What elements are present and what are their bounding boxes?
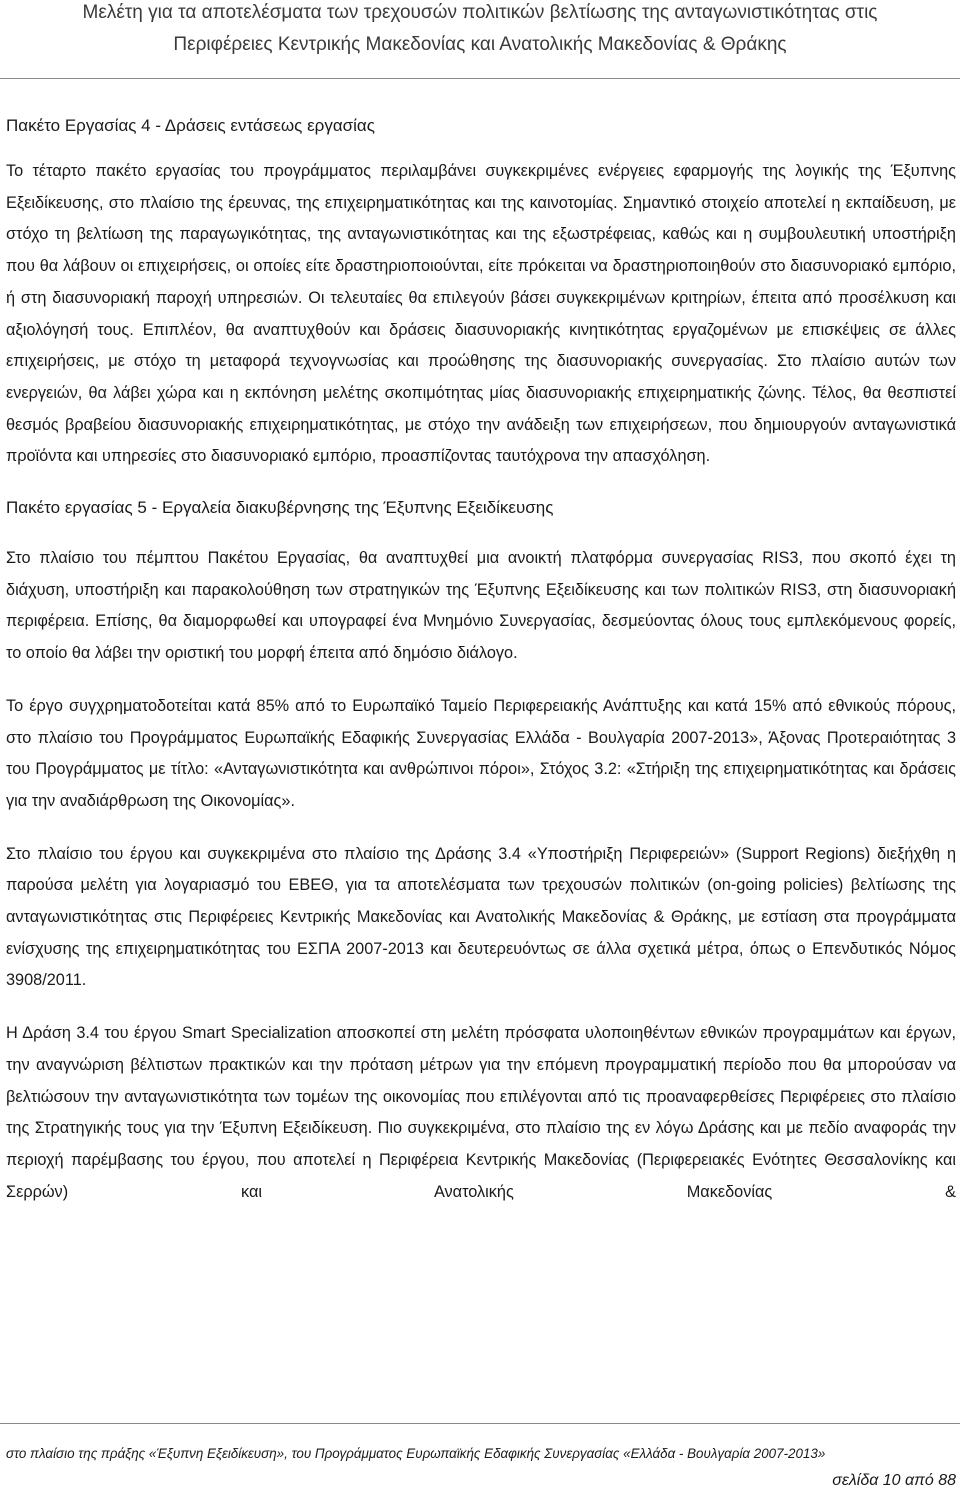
page-header bbox=[0, 0, 960, 61]
page-number: σελίδα 10 από 88 bbox=[832, 1472, 956, 1489]
work-package-5-paragraph: Στο πλαίσιο του πέμπτου Πακέτου Εργασίας, θα αναπτυχθεί μια ανοικτή πλατφόρμα συνεργασίας RIS3, που σκοπό έχει τη διάχυση, υποστήριξη και παρακολούθηση των στρατηγικών της Έξυπνης Εξειδίκευσης και των πολιτικών RIS3, στη διασυνοριακή περιφέρεια. Επίσης, θα διαμορφωθεί και υπογραφεί ένα Μνημόνιο Συνεργασίας, δεσμεύοντας όλους τους εμπλεκόμενους φορείς, το οποίο θα λάβει την οριστική του μορφή έπειτα από δημόσιο διάλογο. bbox=[6, 549, 956, 663]
study-paragraph: Στο πλαίσιο του έργου και συγκεκριμένα στο πλαίσιο της Δράσης 3.4 «Υποστήριξη Περιφερειών» (Support Regions) διεξήχθη η παρούσα μελέτη για λογαριασμό του ΕΒΕΘ, για τα αποτελέσματα των τρεχουσών πολιτικών (on-going policies) βελτίωσης της ανταγωνιστικότητας στις Περιφέρειες Κεντρικής Μακεδονίας και Ανατολικής Μακεδονίας & Θράκης, με εστίαση στα προγράμματα ενίσχυσης της επιχειρηματικότητας του ΕΣΠΑ 2007-2013 και δευτερευόντως σε άλλα σχετικά μέτρα, όπως ο Επενδυτικός Νόμος 3908/2011. bbox=[6, 844, 956, 990]
header-title-line-2: Περιφέρειες Κεντρικής Μακεδονίας και Ανατολικής Μακεδονίας & Θράκης bbox=[173, 34, 787, 55]
action-paragraph: Η Δράση 3.4 του έργου Smart Specialization αποσκοπεί στη μελέτη πρόσφατα υλοποιηθέντων εθνικών προγραμμάτων και έργων, την αναγνώριση βέλτιστων πρακτικών και την πρόταση μέτρων για την επόμενη προγραμματική περίοδο που θα μπορούσαν να βελτιώσουν την ανταγωνιστικότητα των τομέων της οικονομίας που επιλέγονται από τις προαναφερθείσες Περιφέρειες στο πλαίσιο της Στρατηγικής τους για την Έξυπνη Εξειδίκευση. Πιο συγκεκριμένα, στο πλαίσιο της εν λόγω Δράσης και με πεδίο αναφοράς την περιοχή παρέμβασης του έργου, που αποτελεί η Περιφέρεια Κεντρικής Μακεδονίας (Περιφερειακές Ενότητες Θεσσαλονίκης και Σερρών) και Ανατολικής Μακεδονίας & bbox=[6, 1024, 956, 1201]
header-divider bbox=[0, 78, 960, 79]
work-package-5-heading: Πακέτο εργασίας 5 - Εργαλεία διακυβέρνησης της Έξυπνης Εξειδίκευσης bbox=[6, 498, 554, 518]
work-package-4-paragraph: Το τέταρτο πακέτο εργασίας του προγράμματος περιλαμβάνει συγκεκριμένες ενέργειες εφαρμογής της λογικής της Έξυπνης Εξειδίκευσης, στο πλαίσιο της έρευνας, της επιχειρηματικότητας και της καινοτομίας. Σημαντικό στοιχείο αποτελεί η εκπαίδευση, με στόχο τη βελτίωση της παραγωγικότητας, της ανταγωνιστικότητας και της εξωστρέφειας, καθώς και η συμβουλευτική υποστήριξη που θα λάβουν οι επιχειρήσεις, οι οποίες είτε δραστηριοποιούνται, είτε πρόκειται να δραστηριοποιηθούν στο διασυνοριακό εμπόριο, ή στη διασυνοριακή παροχή υπηρεσιών. Οι τελευταίες θα επιλεγούν βάσει συγκεκριμένων κριτηρίων, έπειτα από προσέλκυση και αξιολόγησή τους. Επιπλέον, θα αναπτυχθούν και δράσεις διασυνοριακής κινητικότητας εργαζομένων με επισκέψεις σε άλλες επιχειρήσεις, με στόχο τη μεταφορά τεχνογνωσίας και προώθησης της διασυνοριακής συνεργασίας. Στο πλαίσιο αυτών των ενεργειών, θα λάβει χώρα και η εκπόνηση μελέτης σκοπιμότητας μίας διασυνοριακής επιχειρηματικής ζώνης. Τέλος, θα θεσπιστεί θεσμός βραβείου διασυνοριακής επιχειρηματικότητας, με στόχο την ανάδειξη των επιχειρήσεων, που δημιουργούν ανταγωνιστικά προϊόντα και υπηρεσίες στο διασυνοριακό εμπόριο, προασπίζοντας ταυτόχρονα την απασχόληση. bbox=[6, 162, 956, 466]
header-title-line-1: Μελέτη για τα αποτελέσματα των τρεχουσών πολιτικών βελτίωσης της ανταγωνιστικότητας στις bbox=[82, 2, 878, 23]
funding-paragraph: Το έργο συγχρηματοδοτείται κατά 85% από το Ευρωπαϊκό Ταμείο Περιφερειακής Ανάπτυξης και κατά 15% από εθνικούς πόρους, στο πλαίσιο του Προγράμματος Ευρωπαϊκής Εδαφικής Συνεργασίας Ελλάδα - Βουλγαρία 2007-2013», Άξονας Προτεραιότητας 3 του Προγράμματος με τίτλο: «Ανταγωνιστικότητα και ανθρώπινοι πόροι», Στόχος 3.2: «Στήριξη της επιχειρηματικότητας και δράσεις για την αναδιάρθρωση της Οικονομίας». bbox=[6, 696, 956, 810]
footer-divider bbox=[0, 1423, 960, 1424]
work-package-4-heading: Πακέτο Εργασίας 4 - Δράσεις εντάσεως εργασίας bbox=[6, 116, 375, 135]
document-body bbox=[6, 112, 956, 1208]
footer-note: στο πλαίσιο της πράξης «Έξυπνη Εξειδίκευση», του Προγράμματος Ευρωπαϊκής Εδαφικής Συνεργασίας «Ελλάδα - Βουλγαρία 2007-2013» bbox=[6, 1446, 826, 1461]
